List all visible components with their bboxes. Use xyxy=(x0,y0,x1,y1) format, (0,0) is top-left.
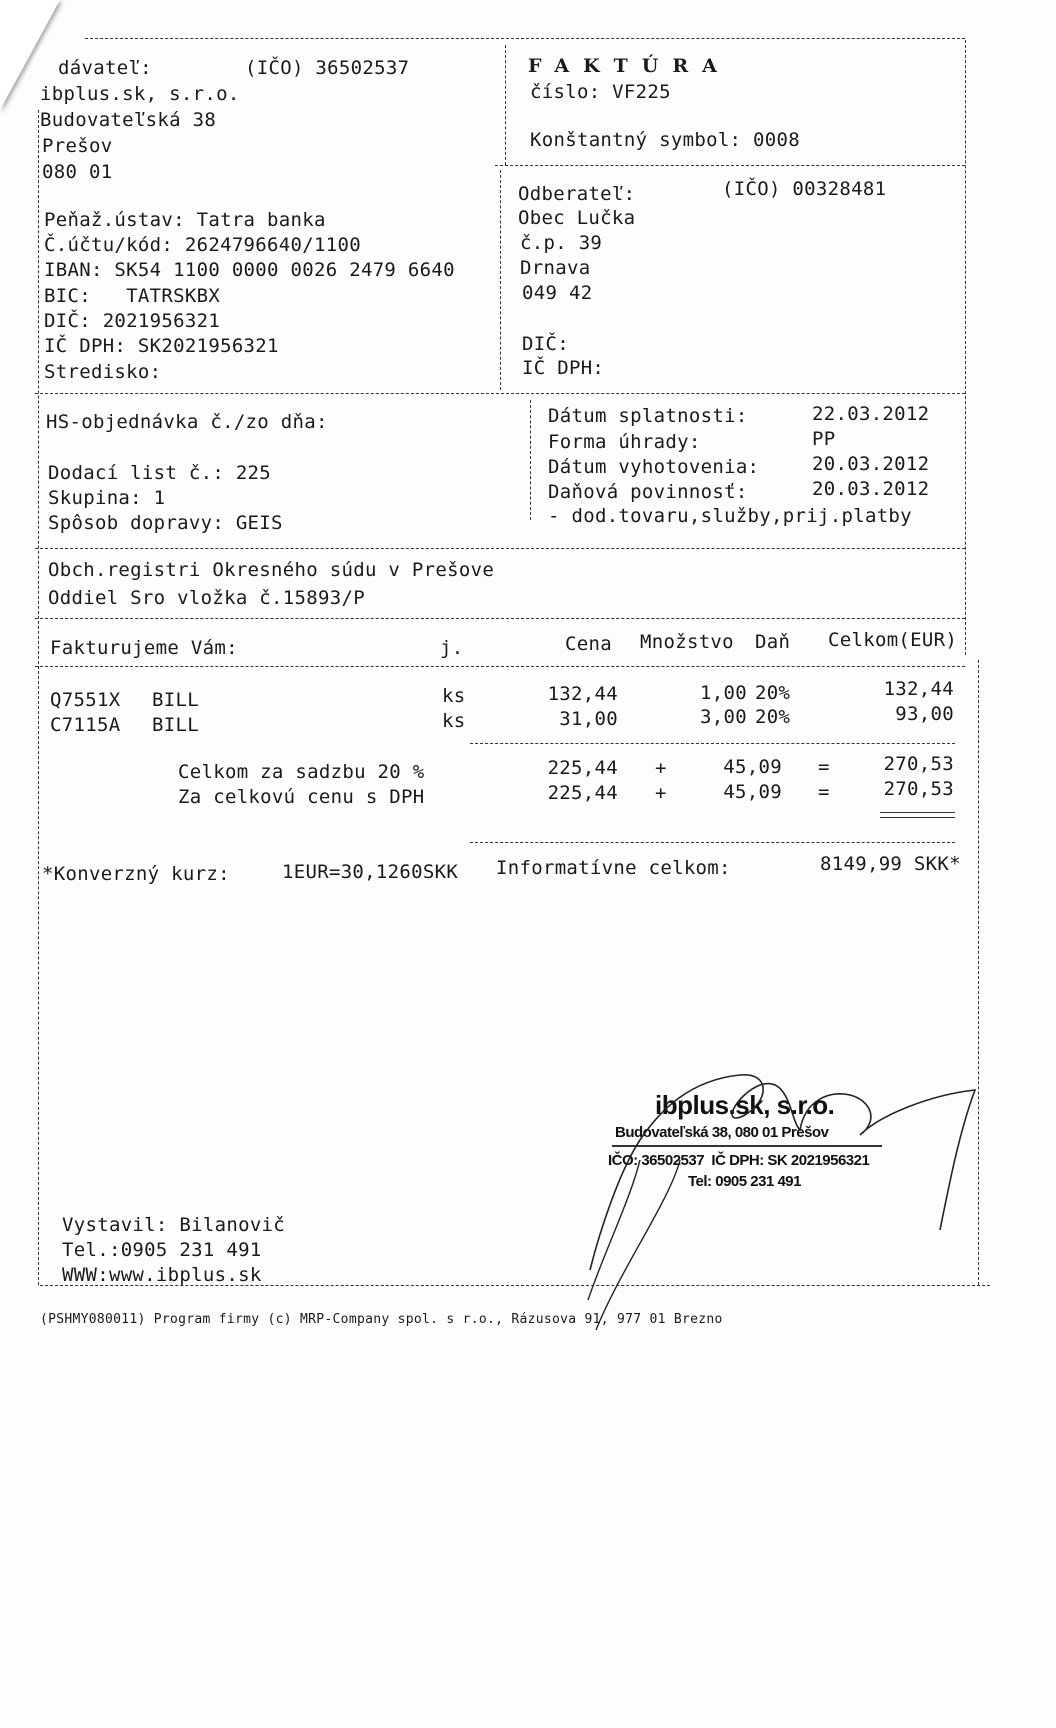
customer-ico: (IČO) 00328481 xyxy=(722,178,887,200)
conversion-rate: 1EUR=30,1260SKK xyxy=(282,861,459,883)
supplier-center: Stredisko: xyxy=(44,361,162,383)
stamp-ids: IČO: 36502537 IČ DPH: SK 2021956321 xyxy=(608,1152,870,1169)
stamp-tel: Tel: 0905 231 491 xyxy=(688,1173,801,1190)
registry-line2: Oddiel Sro vložka č.15893/P xyxy=(48,587,365,609)
supplier-bic: BIC: TATRSKBX xyxy=(44,285,221,307)
sum1-base: 225,44 xyxy=(547,757,618,779)
supplier-dic: DIČ: 2021956321 xyxy=(44,310,221,332)
stamp-name: ibplus.sk, s.r.o. xyxy=(655,1090,835,1120)
supplier-street: Budovateľská 38 xyxy=(40,109,217,131)
constant-symbol: Konštantný symbol: 0008 xyxy=(530,129,800,151)
issuer-www: WWW:www.ibplus.sk xyxy=(62,1264,262,1286)
supplier-name: ibplus.sk, s.r.o. xyxy=(40,83,240,105)
issue-date-value: 20.03.2012 xyxy=(812,453,930,475)
customer-dic: DIČ: xyxy=(522,333,569,355)
due-date-value: 22.03.2012 xyxy=(812,403,930,425)
supplier-bank: Peňaž.ústav: Tatra banka xyxy=(44,209,326,231)
col-qty: Množstvo xyxy=(640,631,734,653)
sum1-plus: + xyxy=(655,757,667,779)
supplier-label: dávateľ: xyxy=(58,57,152,79)
row-code: C7115A xyxy=(50,714,121,736)
customer-cp: č.p. 39 xyxy=(520,232,603,254)
col-price: Cena xyxy=(565,633,612,655)
info-total-value: 8149,99 SKK* xyxy=(820,853,961,875)
supplier-city: Prešov xyxy=(42,135,113,157)
customer-label: Odberateľ: xyxy=(518,183,636,205)
customer-city: Drnava xyxy=(520,257,591,279)
registry-line1: Obch.registri Okresného súdu v Prešove xyxy=(48,559,495,581)
order-group: Skupina: 1 xyxy=(48,487,166,509)
invoice-title: FAKTÚRA xyxy=(528,55,731,77)
row-price: 31,00 xyxy=(559,708,618,730)
row-code: Q7551X xyxy=(50,689,121,711)
row-total: 93,00 xyxy=(895,703,954,725)
sum1-label: Celkom za sadzbu 20 % xyxy=(178,761,425,783)
sum2-vat: 45,09 xyxy=(723,781,782,803)
supplier-account: Č.účtu/kód: 2624796640/1100 xyxy=(44,234,361,256)
row-unit: ks xyxy=(442,685,466,707)
row-tax: 20% xyxy=(755,682,791,704)
table-intro: Fakturujeme Vám: xyxy=(50,637,238,659)
supplier-iban: IBAN: SK54 1100 0000 0026 2479 6640 xyxy=(44,259,455,281)
supplier-ico: (IČO) 36502537 xyxy=(245,57,410,79)
tax-date-value: 20.03.2012 xyxy=(812,478,930,500)
col-unit: j. xyxy=(440,637,464,659)
supplier-icdph: IČ DPH: SK2021956321 xyxy=(44,335,279,357)
sum1-vat: 45,09 xyxy=(723,756,782,778)
issue-date-label: Dátum vyhotovenia: xyxy=(548,456,760,478)
stamp-address: Budovateľská 38, 080 01 Prešov xyxy=(615,1124,829,1141)
row-total: 132,44 xyxy=(883,678,954,700)
payment-label: Forma úhrady: xyxy=(548,431,701,453)
col-total: Celkom(EUR) xyxy=(828,629,958,651)
sum2-label: Za celkovú cenu s DPH xyxy=(178,786,425,808)
row-qty: 3,00 xyxy=(700,706,747,728)
sum2-plus: + xyxy=(655,782,667,804)
tax-date-label: Daňová povinnosť: xyxy=(548,481,748,503)
due-date-label: Dátum splatnosti: xyxy=(548,405,748,427)
payment-value: PP xyxy=(812,428,836,450)
order-hs: HS-objednávka č./zo dňa: xyxy=(46,411,328,433)
footer-program: (PSHMY080011) Program firmy (c) MRP-Company spol. s r.o., Rázusova 91, 977 01 Brezno xyxy=(40,1312,723,1327)
conversion-label: *Konverzný kurz: xyxy=(42,863,230,885)
sum2-base: 225,44 xyxy=(547,782,618,804)
row-name: BILL xyxy=(152,689,199,711)
row-qty: 1,00 xyxy=(700,682,747,704)
customer-name: Obec Lučka xyxy=(518,207,636,229)
col-tax: Daň xyxy=(755,631,791,653)
order-delivery: Dodací list č.: 225 xyxy=(48,462,272,484)
invoice-number: číslo: VF225 xyxy=(530,81,671,103)
customer-icdph: IČ DPH: xyxy=(522,357,605,379)
row-unit: ks xyxy=(442,710,466,732)
sum1-equals: = xyxy=(818,756,830,778)
sum1-total: 270,53 xyxy=(883,753,954,775)
row-name: BILL xyxy=(152,714,199,736)
info-total-label: Informatívne celkom: xyxy=(496,857,731,879)
sum2-total: 270,53 xyxy=(883,778,954,800)
tax-note: - dod.tovaru,služby,prij.platby xyxy=(548,505,912,527)
row-tax: 20% xyxy=(755,706,791,728)
issuer-name: Vystavil: Bilanovič xyxy=(62,1214,286,1236)
customer-zip: 049 42 xyxy=(522,282,593,304)
issuer-tel: Tel.:0905 231 491 xyxy=(62,1239,262,1261)
row-price: 132,44 xyxy=(547,683,618,705)
order-transport: Spôsob dopravy: GEIS xyxy=(48,512,283,534)
sum2-equals: = xyxy=(818,781,830,803)
supplier-zip: 080 01 xyxy=(42,161,113,183)
